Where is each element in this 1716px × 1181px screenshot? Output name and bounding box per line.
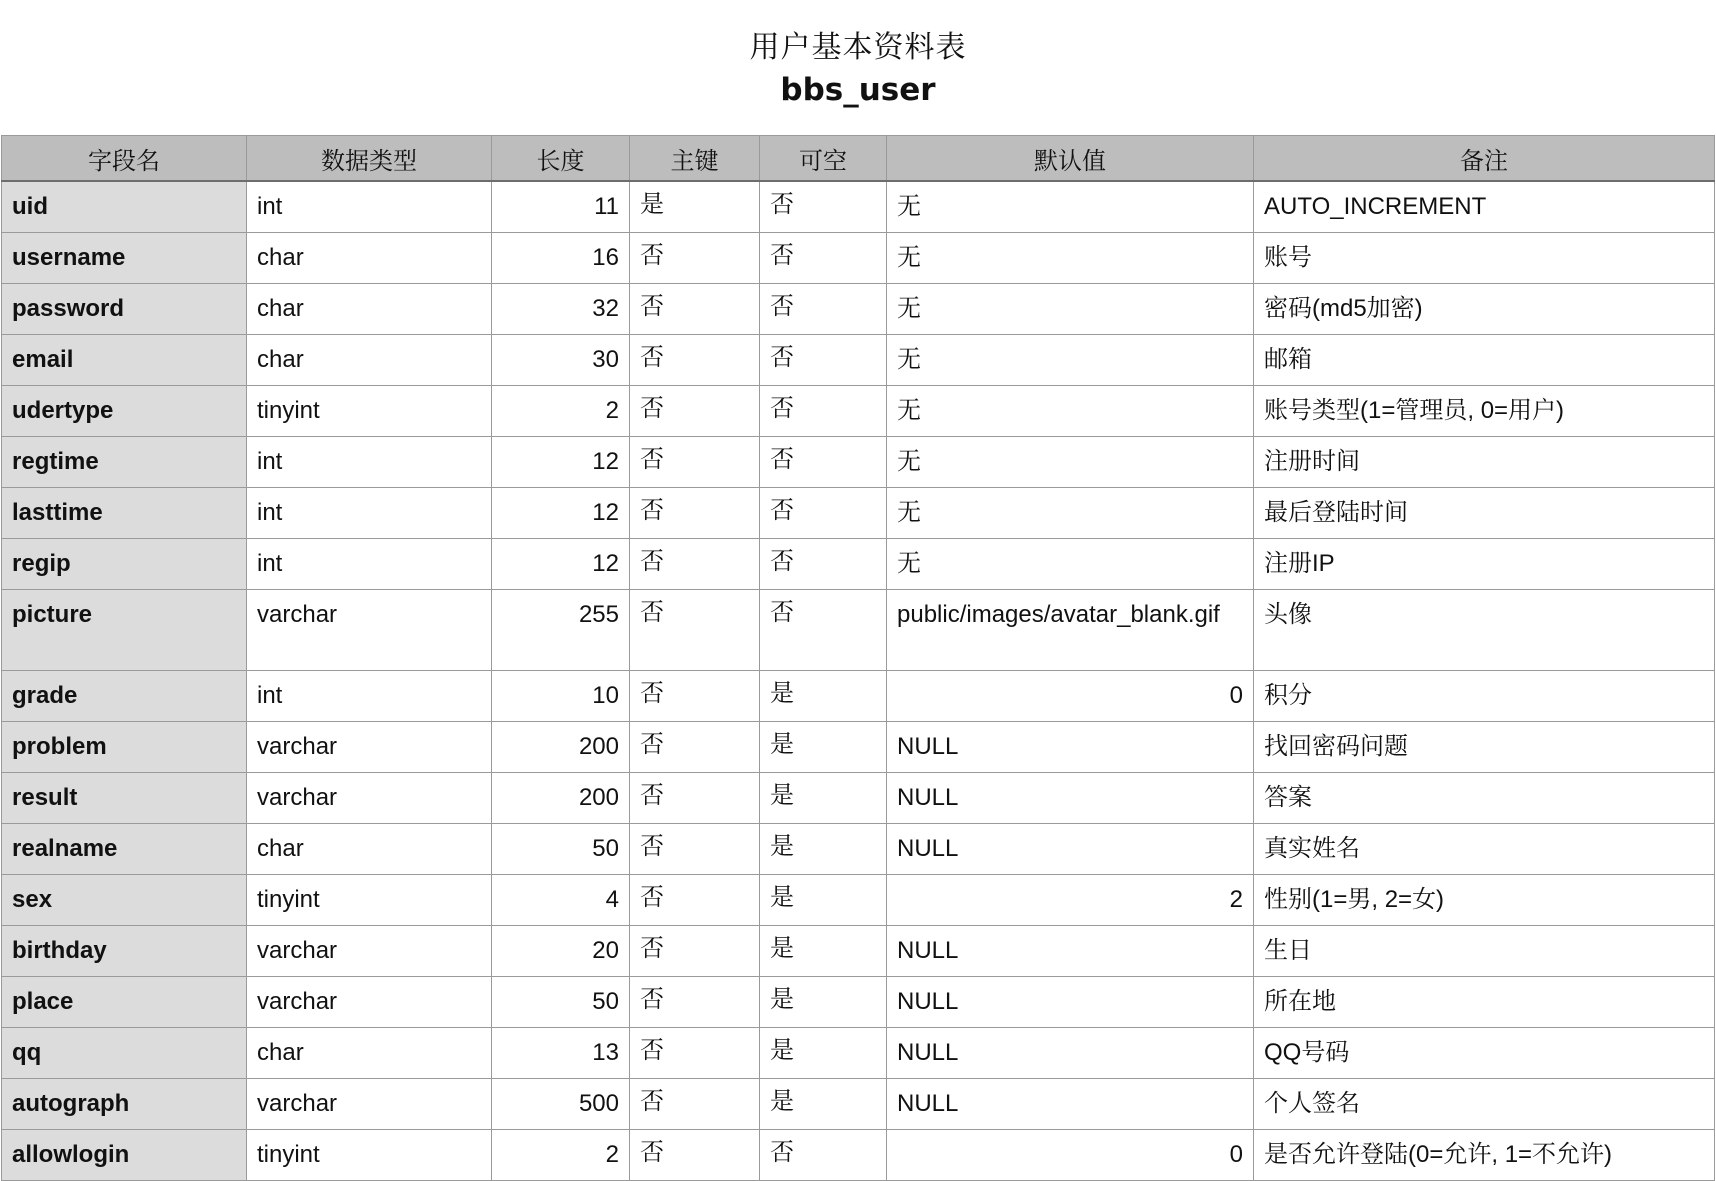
nullable-cell: 是 bbox=[760, 926, 887, 977]
primary-key-cell: 否 bbox=[630, 1130, 760, 1181]
length-cell: 13 bbox=[492, 1028, 630, 1079]
nullable-cell: 否 bbox=[760, 488, 887, 539]
field-name-cell: regip bbox=[2, 539, 247, 590]
field-name-cell: regtime bbox=[2, 437, 247, 488]
nullable-cell: 是 bbox=[760, 977, 887, 1028]
field-name-cell: password bbox=[2, 284, 247, 335]
default-value-cell: 无 bbox=[887, 181, 1254, 233]
table-row bbox=[2, 1079, 1715, 1130]
default-value-cell: 无 bbox=[887, 335, 1254, 386]
field-name-cell: uid bbox=[2, 181, 247, 233]
comment-cell: 最后登陆时间 bbox=[1254, 488, 1715, 539]
primary-key-cell: 是 bbox=[630, 181, 760, 233]
primary-key-cell: 否 bbox=[630, 488, 760, 539]
length-cell: 255 bbox=[492, 590, 630, 671]
length-cell: 200 bbox=[492, 773, 630, 824]
table-row bbox=[2, 926, 1715, 977]
default-value-cell: NULL bbox=[887, 1079, 1254, 1130]
length-cell: 500 bbox=[492, 1079, 630, 1130]
nullable-cell: 否 bbox=[760, 437, 887, 488]
default-value-cell: 2 bbox=[887, 875, 1254, 926]
data-type-cell: varchar bbox=[247, 926, 492, 977]
table-row bbox=[2, 977, 1715, 1028]
length-cell: 2 bbox=[492, 386, 630, 437]
default-value-cell: NULL bbox=[887, 722, 1254, 773]
length-cell: 11 bbox=[492, 181, 630, 233]
default-value-cell: 无 bbox=[887, 437, 1254, 488]
table-row bbox=[2, 335, 1715, 386]
primary-key-cell: 否 bbox=[630, 722, 760, 773]
field-name-cell: grade bbox=[2, 671, 247, 722]
nullable-cell: 是 bbox=[760, 1028, 887, 1079]
primary-key-cell: 否 bbox=[630, 539, 760, 590]
primary-key-cell: 否 bbox=[630, 875, 760, 926]
table-row bbox=[2, 284, 1715, 335]
page-title: 用户基本资料表 bbox=[749, 30, 967, 65]
comment-cell: 账号类型(1=管理员, 0=用户) bbox=[1254, 386, 1715, 437]
data-type-cell: char bbox=[247, 284, 492, 335]
nullable-cell: 否 bbox=[760, 1130, 887, 1181]
comment-cell: 所在地 bbox=[1254, 977, 1715, 1028]
primary-key-cell: 否 bbox=[630, 926, 760, 977]
comment-cell: 密码(md5加密) bbox=[1254, 284, 1715, 335]
table-row bbox=[2, 539, 1715, 590]
table-row bbox=[2, 233, 1715, 284]
data-type-cell: int bbox=[247, 539, 492, 590]
data-type-cell: tinyint bbox=[247, 875, 492, 926]
nullable-cell: 是 bbox=[760, 773, 887, 824]
nullable-cell: 否 bbox=[760, 181, 887, 233]
primary-key-cell: 否 bbox=[630, 1028, 760, 1079]
default-value-cell: NULL bbox=[887, 824, 1254, 875]
comment-cell: 个人签名 bbox=[1254, 1079, 1715, 1130]
table-name: bbs_user bbox=[780, 72, 936, 108]
field-name-cell: qq bbox=[2, 1028, 247, 1079]
primary-key-cell: 否 bbox=[630, 824, 760, 875]
data-type-cell: tinyint bbox=[247, 386, 492, 437]
nullable-cell: 是 bbox=[760, 722, 887, 773]
nullable-cell: 否 bbox=[760, 335, 887, 386]
comment-cell: 找回密码问题 bbox=[1254, 722, 1715, 773]
default-value-cell: 无 bbox=[887, 386, 1254, 437]
nullable-cell: 否 bbox=[760, 590, 887, 671]
column-header-comment: 备注 bbox=[1254, 136, 1715, 182]
primary-key-cell: 否 bbox=[630, 590, 760, 671]
data-type-cell: int bbox=[247, 671, 492, 722]
default-value-cell: NULL bbox=[887, 977, 1254, 1028]
table-row bbox=[2, 181, 1715, 233]
nullable-cell: 否 bbox=[760, 386, 887, 437]
primary-key-cell: 否 bbox=[630, 437, 760, 488]
column-header-default: 默认值 bbox=[887, 136, 1254, 182]
field-name-cell: sex bbox=[2, 875, 247, 926]
table-row bbox=[2, 773, 1715, 824]
primary-key-cell: 否 bbox=[630, 335, 760, 386]
field-name-cell: problem bbox=[2, 722, 247, 773]
field-name-cell: email bbox=[2, 335, 247, 386]
default-value-cell: 0 bbox=[887, 671, 1254, 722]
schema-table bbox=[1, 135, 1715, 1181]
data-type-cell: tinyint bbox=[247, 1130, 492, 1181]
length-cell: 16 bbox=[492, 233, 630, 284]
default-value-cell: 0 bbox=[887, 1130, 1254, 1181]
data-type-cell: char bbox=[247, 1028, 492, 1079]
primary-key-cell: 否 bbox=[630, 284, 760, 335]
data-type-cell: varchar bbox=[247, 773, 492, 824]
data-type-cell: char bbox=[247, 335, 492, 386]
length-cell: 20 bbox=[492, 926, 630, 977]
field-name-cell: username bbox=[2, 233, 247, 284]
comment-cell: 答案 bbox=[1254, 773, 1715, 824]
comment-cell: 账号 bbox=[1254, 233, 1715, 284]
default-value-cell: 无 bbox=[887, 488, 1254, 539]
default-value-cell: 无 bbox=[887, 539, 1254, 590]
field-name-cell: autograph bbox=[2, 1079, 247, 1130]
length-cell: 10 bbox=[492, 671, 630, 722]
default-value-cell: NULL bbox=[887, 773, 1254, 824]
comment-cell: 注册时间 bbox=[1254, 437, 1715, 488]
length-cell: 12 bbox=[492, 488, 630, 539]
data-type-cell: varchar bbox=[247, 590, 492, 671]
nullable-cell: 是 bbox=[760, 824, 887, 875]
data-type-cell: varchar bbox=[247, 1079, 492, 1130]
field-name-cell: place bbox=[2, 977, 247, 1028]
field-name-cell: lasttime bbox=[2, 488, 247, 539]
primary-key-cell: 否 bbox=[630, 1079, 760, 1130]
column-header-nullable: 可空 bbox=[760, 136, 887, 182]
primary-key-cell: 否 bbox=[630, 386, 760, 437]
table-row bbox=[2, 824, 1715, 875]
data-type-cell: int bbox=[247, 437, 492, 488]
table-row bbox=[2, 722, 1715, 773]
length-cell: 4 bbox=[492, 875, 630, 926]
column-header-data-type: 数据类型 bbox=[247, 136, 492, 182]
table-row bbox=[2, 875, 1715, 926]
data-type-cell: char bbox=[247, 233, 492, 284]
column-header-field-name: 字段名 bbox=[2, 136, 247, 182]
length-cell: 12 bbox=[492, 539, 630, 590]
comment-cell: QQ号码 bbox=[1254, 1028, 1715, 1079]
table-row bbox=[2, 1130, 1715, 1181]
table-row bbox=[2, 590, 1715, 671]
field-name-cell: result bbox=[2, 773, 247, 824]
field-name-cell: birthday bbox=[2, 926, 247, 977]
length-cell: 200 bbox=[492, 722, 630, 773]
field-name-cell: realname bbox=[2, 824, 247, 875]
column-header-length: 长度 bbox=[492, 136, 630, 182]
table-row bbox=[2, 386, 1715, 437]
primary-key-cell: 否 bbox=[630, 671, 760, 722]
nullable-cell: 否 bbox=[760, 233, 887, 284]
primary-key-cell: 否 bbox=[630, 977, 760, 1028]
primary-key-cell: 否 bbox=[630, 773, 760, 824]
length-cell: 2 bbox=[492, 1130, 630, 1181]
data-type-cell: int bbox=[247, 181, 492, 233]
header-row bbox=[2, 136, 1715, 182]
nullable-cell: 是 bbox=[760, 671, 887, 722]
data-type-cell: char bbox=[247, 824, 492, 875]
comment-cell: 是否允许登陆(0=允许, 1=不允许) bbox=[1254, 1130, 1715, 1181]
length-cell: 50 bbox=[492, 977, 630, 1028]
length-cell: 32 bbox=[492, 284, 630, 335]
data-type-cell: varchar bbox=[247, 977, 492, 1028]
default-value-cell: NULL bbox=[887, 926, 1254, 977]
length-cell: 12 bbox=[492, 437, 630, 488]
length-cell: 50 bbox=[492, 824, 630, 875]
default-value-cell: 无 bbox=[887, 284, 1254, 335]
field-name-cell: picture bbox=[2, 590, 247, 671]
nullable-cell: 是 bbox=[760, 1079, 887, 1130]
comment-cell: 邮箱 bbox=[1254, 335, 1715, 386]
length-cell: 30 bbox=[492, 335, 630, 386]
primary-key-cell: 否 bbox=[630, 233, 760, 284]
nullable-cell: 是 bbox=[760, 875, 887, 926]
comment-cell: 生日 bbox=[1254, 926, 1715, 977]
comment-cell: 积分 bbox=[1254, 671, 1715, 722]
table-row bbox=[2, 437, 1715, 488]
table-row bbox=[2, 488, 1715, 539]
table-row bbox=[2, 1028, 1715, 1079]
nullable-cell: 否 bbox=[760, 539, 887, 590]
default-value-cell: public/images/avatar_blank.gif bbox=[887, 590, 1254, 671]
comment-cell: 性别(1=男, 2=女) bbox=[1254, 875, 1715, 926]
data-type-cell: int bbox=[247, 488, 492, 539]
field-name-cell: allowlogin bbox=[2, 1130, 247, 1181]
column-header-primary-key: 主键 bbox=[630, 136, 760, 182]
default-value-cell: NULL bbox=[887, 1028, 1254, 1079]
comment-cell: 头像 bbox=[1254, 590, 1715, 671]
table-row bbox=[2, 671, 1715, 722]
comment-cell: AUTO_INCREMENT bbox=[1254, 181, 1715, 233]
comment-cell: 注册IP bbox=[1254, 539, 1715, 590]
field-name-cell: udertype bbox=[2, 386, 247, 437]
comment-cell: 真实姓名 bbox=[1254, 824, 1715, 875]
default-value-cell: 无 bbox=[887, 233, 1254, 284]
nullable-cell: 否 bbox=[760, 284, 887, 335]
data-type-cell: varchar bbox=[247, 722, 492, 773]
